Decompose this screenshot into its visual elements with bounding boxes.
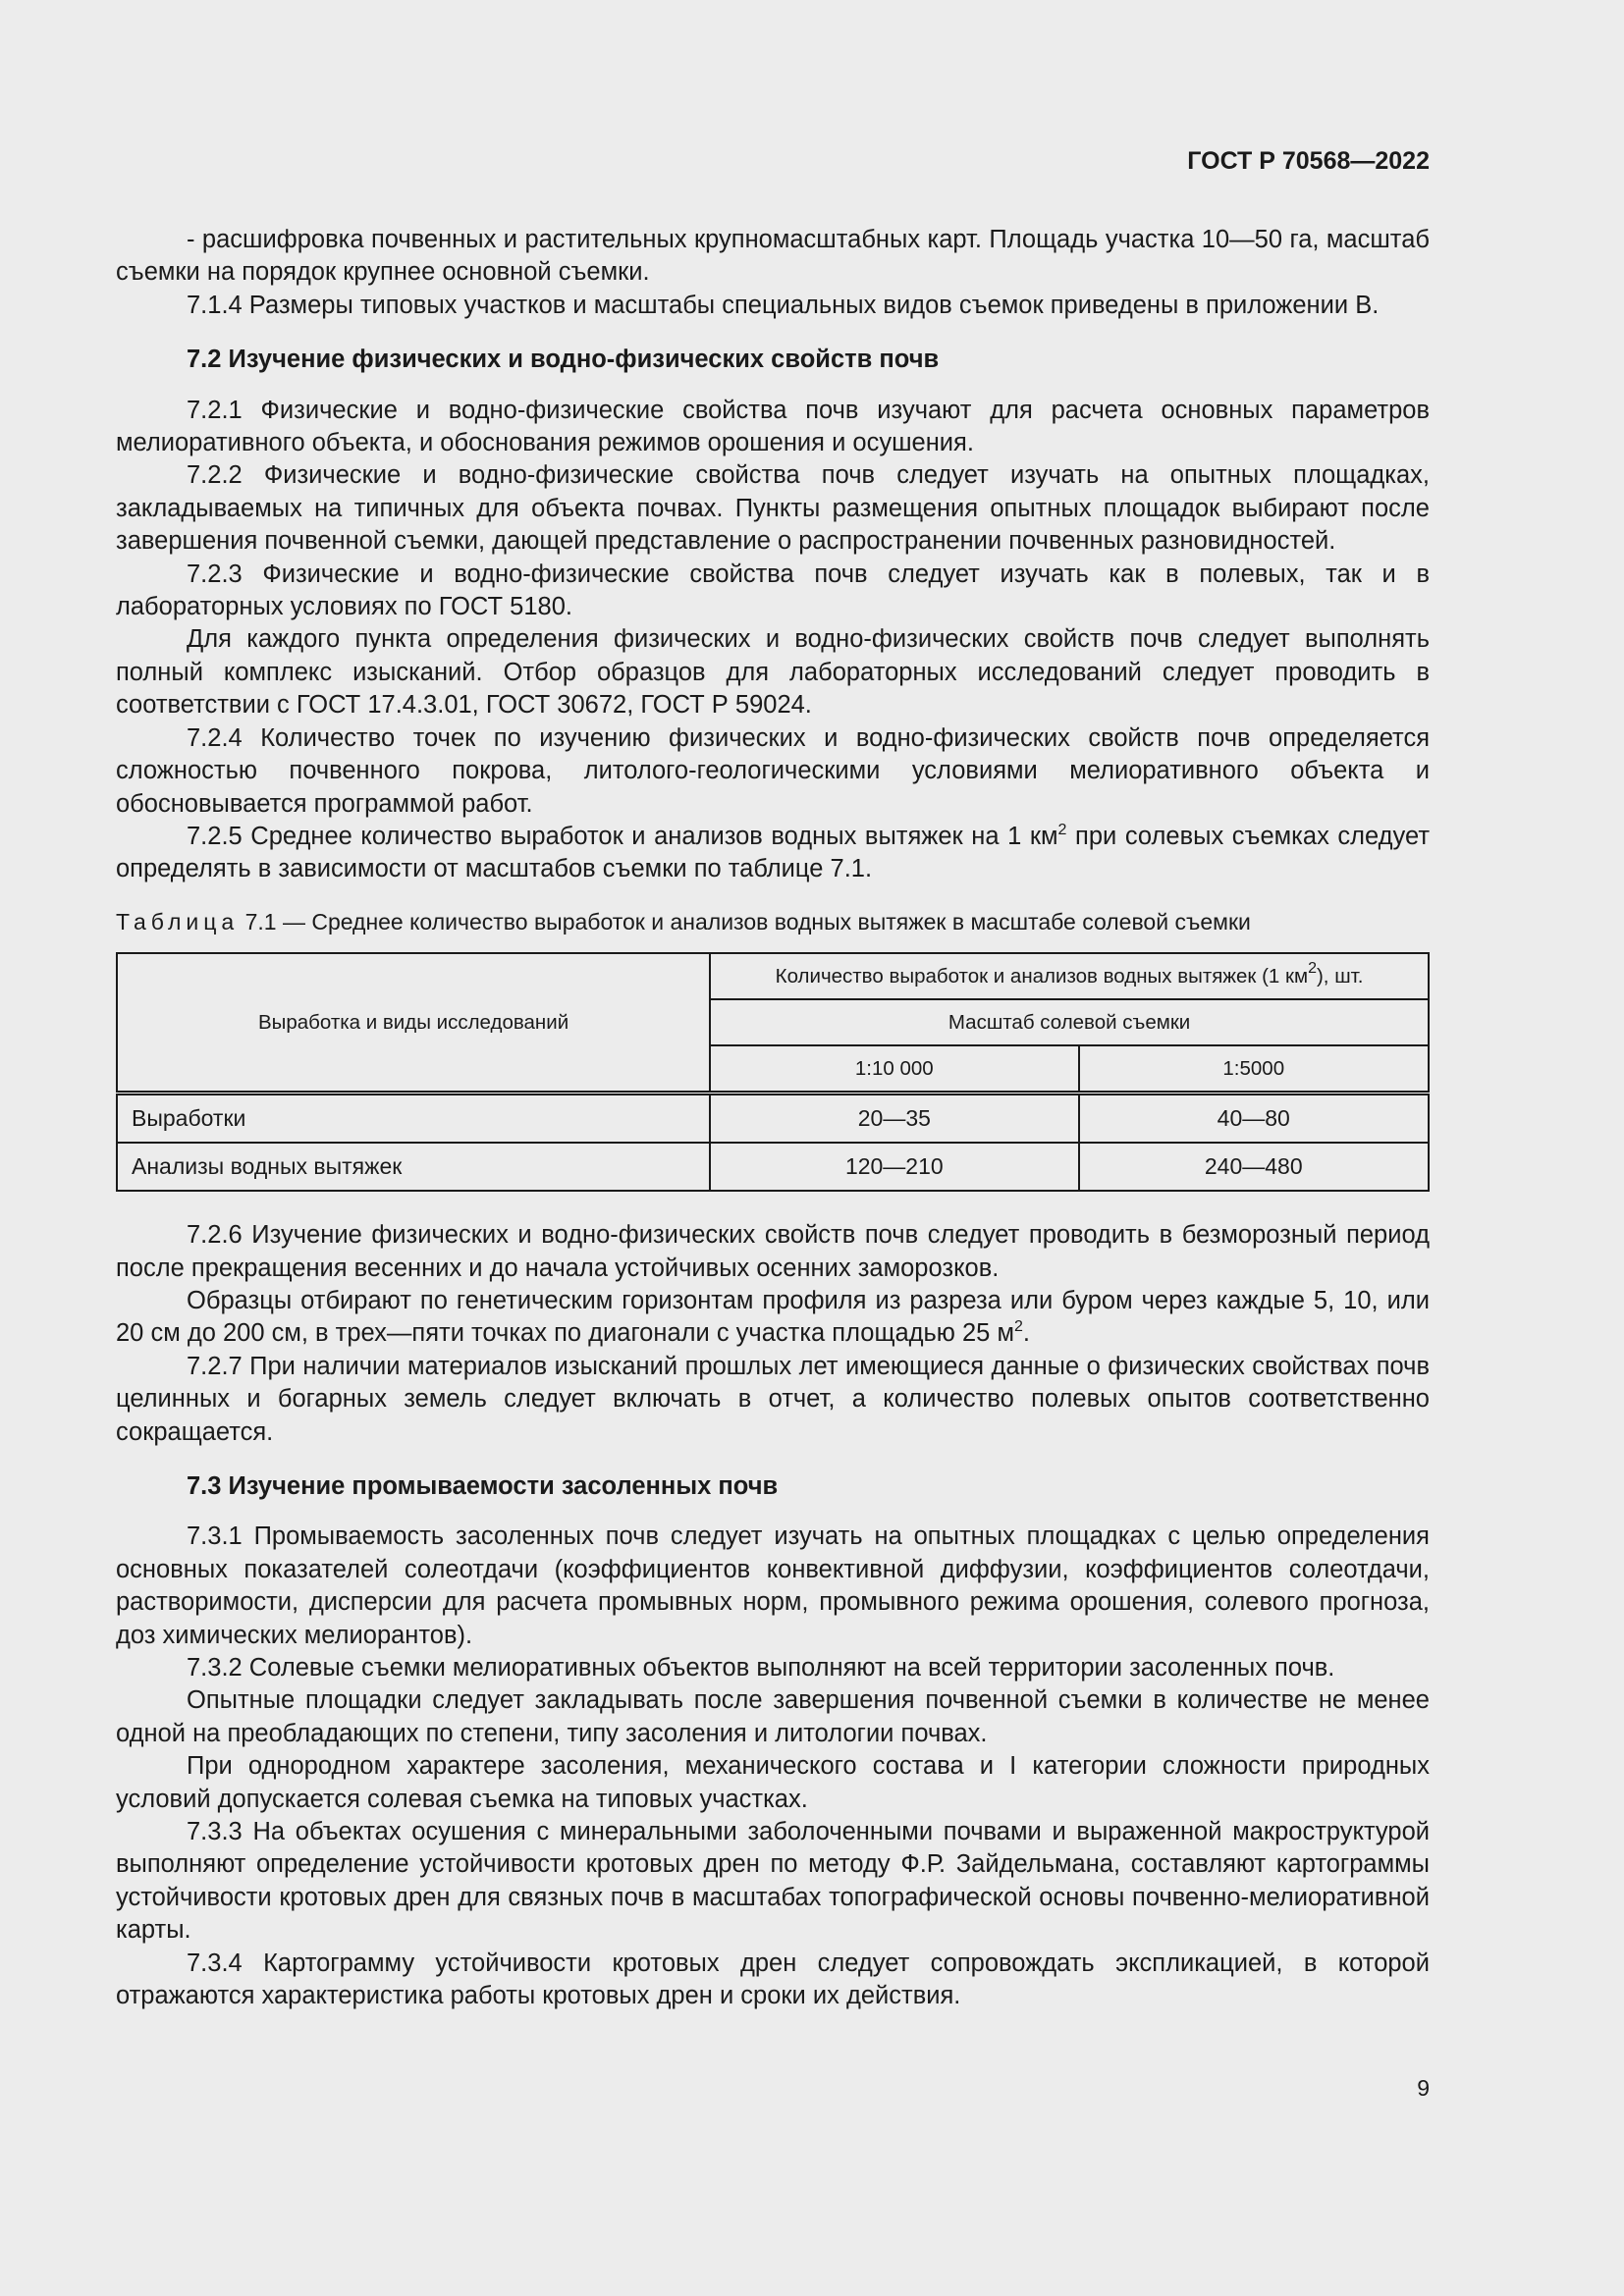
- paragraph: Для каждого пункта определения физических и водно-физических свойств почв следует выполнять полный комплекс изысканий. Отбор образцов для лабораторных исследований следует проводить в соответствии с ГОСТ 17.4.3.01, ГОСТ 30672, ГОСТ Р 59024.: [116, 625, 1430, 720]
- paragraph: - расшифровка почвенных и растительных крупномасштабных карт. Площадь участка 10—50 га, масштаб съемки на порядок крупнее основной съемки.: [116, 226, 1430, 287]
- paragraph: 7.3.2 Солевые съемки мелиоративных объектов выполняют на всей территории засоленных почв.: [187, 1654, 1335, 1682]
- paragraph: 7.2.2 Физические и водно-физические свойства почв следует изучать на опытных площадках, закладываемых на типичных для объекта почвах. Пункты размещения опытных площадок выбирают после завершения почвенной съемки, дающей представление о распространении почвенных разновидностей.: [116, 461, 1430, 556]
- superscript: 2: [1057, 821, 1067, 838]
- paragraph: 7.2.6 Изучение физических и водно-физических свойств почв следует проводить в безморозный период после прекращения весенних и до начала устойчивых осенних заморозков.: [116, 1221, 1430, 1282]
- table-cell: 120—210: [710, 1143, 1078, 1191]
- paragraph: 7.3.1 Промываемость засоленных почв следует изучать на опытных площадках с целью определения основных показателей солеотдачи (коэффициентов конвективной диффузии, коэффициентов солеотдачи, растворимости, дисперсии для расчета промывных норм, промывного режима орошения, солевого прогноза, доз химических мелиорантов).: [116, 1522, 1430, 1649]
- paragraph: 7.2.1 Физические и водно-физические свойства почв изучают для расчета основных параметров мелиоративного объекта, и обоснования режимов орошения и осушения.: [116, 396, 1430, 457]
- paragraph-text: при солевых съемках следует определять в зависимости от масштабов съемки по таблице 7.1.: [116, 822, 1431, 883]
- page-content: [116, 224, 1430, 2012]
- paragraph: 7.3.4 Картограмму устойчивости кротовых дрен следует сопровождать экспликацией, в которой отражаются характеристика работы кротовых дрен и сроки их действия.: [116, 1949, 1430, 2010]
- column-header-scale-2: 1:5000: [1079, 1045, 1429, 1094]
- data-table: [116, 952, 1430, 1192]
- paragraph: 7.2.7 При наличии материалов изысканий прошлых лет имеющиеся данные о физических свойствах почв целинных и богарных земель следует включать в отчет, а количество полевых опытов соответственно сокращается.: [116, 1352, 1430, 1446]
- paragraph-text: Образцы отбирают по генетическим горизонтам профиля из разреза или буром через каждые 5, 10, или 20 см до 200 см, в трех—пяти точках по диагонали с участка площадью 25 м: [116, 1286, 1430, 1348]
- table-caption-text: 7.1 — Среднее количество выработок и анализов водных вытяжек в масштабе солевой съемки: [239, 908, 1251, 934]
- superscript: 2: [1013, 1318, 1023, 1336]
- superscript: 2: [1308, 959, 1317, 977]
- table-row: [117, 1143, 1429, 1191]
- column-header-scale-1: 1:10 000: [710, 1045, 1078, 1094]
- column-header-quantity: [710, 953, 1429, 999]
- page-number: 9: [1417, 2075, 1430, 2101]
- paragraph: 7.2.3 Физические и водно-физические свойства почв следует изучать как в полевых, так и в лабораторных условиях по ГОСТ 5180.: [116, 560, 1430, 621]
- table-cell: Выработки: [117, 1094, 710, 1144]
- paragraph: [116, 821, 1430, 886]
- table-cell: Анализы водных вытяжек: [117, 1143, 710, 1191]
- table-cell: 40—80: [1079, 1094, 1429, 1144]
- table-row: [117, 1094, 1429, 1144]
- paragraph: Опытные площадки следует закладывать после завершения почвенной съемки в количестве не менее одной на преобладающих по степени, типу засоления и литологии почвах.: [116, 1686, 1430, 1747]
- header-text: Количество выработок и анализов водных вытяжек (1 км: [775, 964, 1309, 988]
- paragraph: 7.3.3 На объектах осушения с минеральными заболоченными почвами и выраженной макроструктурой выполняют определение устойчивости кротовых дрен по методу Ф.Р. Зайдельмана, составляют картограммы устойчивости кротовых дрен для связных почв в масштабах топографической основы почвенно-мелиоративной карты.: [116, 1818, 1430, 1945]
- table-cell: 20—35: [710, 1094, 1078, 1144]
- section-heading: 7.2 Изучение физических и водно-физических свойств почв: [187, 346, 940, 374]
- document-code: ГОСТ Р 70568—2022: [1187, 147, 1430, 175]
- section-heading: 7.3 Изучение промываемости засоленных почв: [187, 1471, 779, 1500]
- table-caption: [116, 906, 1430, 938]
- table-caption-label: Таблица: [116, 908, 240, 934]
- header-text: ), шт.: [1316, 964, 1364, 988]
- paragraph: При однородном характере засоления, механического состава и I категории сложности природных условий допускается солевая съемка на типовых участках.: [116, 1752, 1430, 1813]
- paragraph: 7.1.4 Размеры типовых участков и масштабы специальных видов съемок приведены в приложении В.: [187, 291, 1380, 319]
- paragraph-text: .: [1022, 1319, 1030, 1348]
- paragraph-text: 7.2.5 Среднее количество выработок и анализов водных вытяжек на 1 км: [187, 822, 1058, 850]
- column-header-works: Выработка и виды исследований: [117, 953, 710, 1094]
- table-cell: 240—480: [1079, 1143, 1429, 1191]
- paragraph: [116, 1285, 1430, 1351]
- paragraph: 7.2.4 Количество точек по изучению физических и водно-физических свойств почв определяется сложностью почвенного покрова, литолого-геологическими условиями мелиоративного объекта и обосновывается программой работ.: [116, 723, 1430, 818]
- column-header-scale: Масштаб солевой съемки: [710, 999, 1429, 1045]
